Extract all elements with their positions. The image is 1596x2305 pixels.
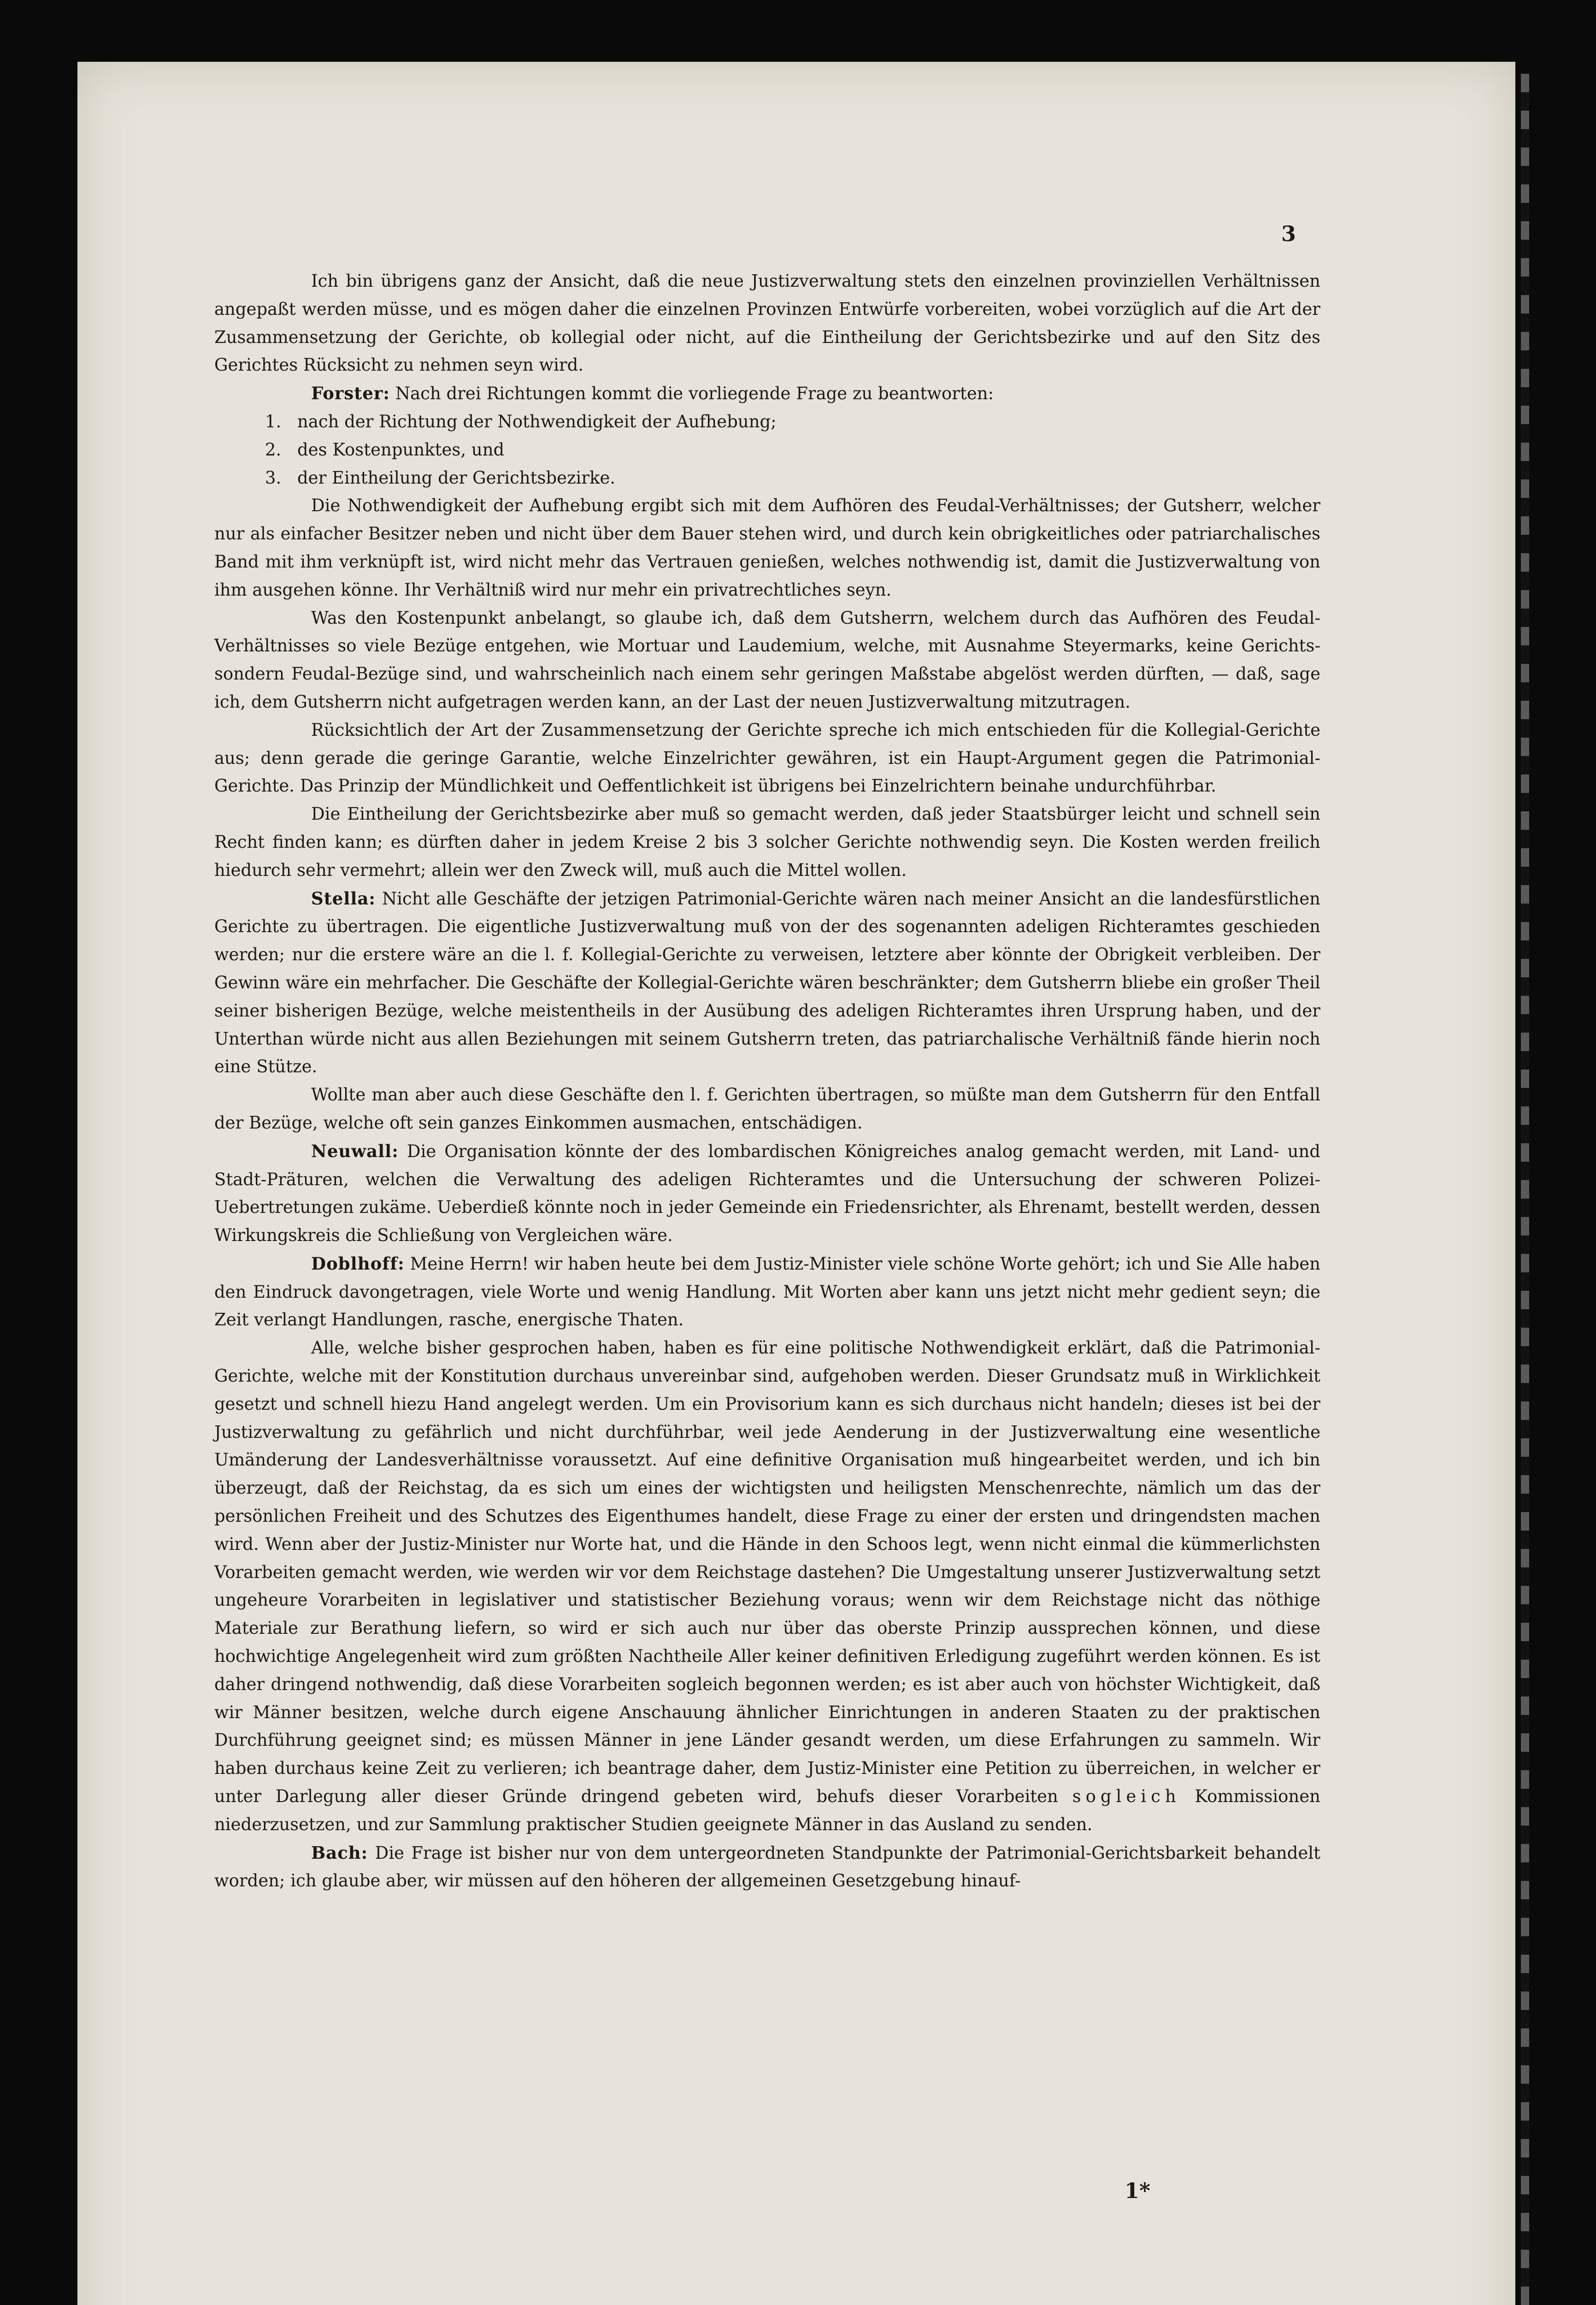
speaker-name: Neuwall: <box>311 1141 399 1161</box>
page-number: 3 <box>1281 221 1296 246</box>
paragraph-stella <box>214 885 1320 1082</box>
list-item-text: des Kostenpunktes, und <box>297 439 505 460</box>
speech-text: Nicht alle Geschäfte der jetzigen Patrimonial-Gerichte wären nach meiner Ansicht an die landesfürstlichen Gerichte zu übertragen. Die eigentliche Justizverwaltung muß von der des sogenannten adeligen Richteramtes geschieden werden; nur die erstere wäre an die l. f. Kollegial-Gerichte zu verweisen, letztere aber könnte der Obrigkeit verbleiben. Der Gewinn wäre ein mehrfacher. Die Geschäfte der Kollegial-Gerichte wären beschränkter; dem Gutsherrn bliebe ein großer Theil seiner bisherigen Bezüge, welche meistentheils in der Ausübung des adeligen Richteramtes ihren Ursprung haben, und der Unterthan würde nicht aus allen Beziehungen mit seinem Gutsherrn treten, das patriarchalische Verhältniß fände hierin noch eine Stütze. <box>214 888 1320 1077</box>
signature-mark: 1* <box>1125 2178 1151 2203</box>
speech-text: Alle, welche bisher gesprochen haben, haben es für eine politische Nothwendigkeit erklärt, daß die Patrimonial-Gerichte, welche mit der Konstitution durchaus unvereinbar sind, aufgehoben werden. Dieser Grundsatz muß in Wirklichkeit gesetzt und schnell hiezu Hand angelegt werden. Um ein Provisorium kann es sich durchaus nicht handeln; dieses ist bei der Justizverwaltung zu gefährlich und nicht durchführbar, weil jede Aenderung in der Justizverwaltung eine wesentliche Umänderung der Landesverhältnisse voraussetzt. Auf eine definitive Organisation muß hingearbeitet werden, und ich bin überzeugt, daß der Reichstag, da es sich um eines der wichtigsten und heiligsten Menschenrechte, nämlich um das der persönlichen Freiheit und des Schutzes des Eigenthumes handelt, diese Frage zu einer der ersten und dringendsten machen wird. Wenn aber der Justiz-Minister nur Worte hat, und die Hände in den Schoos legt, wenn nicht einmal die kümmerlichsten Vorarbeiten gemacht werden, wie werden wir vor dem Reichstage dastehen? Die Umgestaltung unserer Justizverwaltung setzt ungeheure Vorarbeiten in legislativer und statistischer Beziehung voraus; wenn wir dem Reichstage nicht das nöthige Materiale zur Berathung liefern, so wird er sich auch nur über das oberste Prinzip aussprechen können, und diese hochwichtige Angelegenheit wird zum größten Nachtheile Aller keiner definitiven Erledigung zugeführt werden können. Es ist daher dringend nothwendig, daß diese Vorarbeiten sogleich begonnen werden; es ist aber auch von höchster Wichtigkeit, daß wir Männer besitzen, welche durch eigene Anschauung ähnlicher Einrichtungen in anderen Staaten zu der praktischen Durchführung geeignet sind; es müssen Männer in jene Länder gesandt werden, um diese Erfahrungen zu sammeln. Wir haben durchaus keine Zeit zu verlieren; ich beantrage daher, dem Justiz-Minister eine Petition zu überreichen, in welcher er unter Darlegung aller dieser Gründe dringend gebeten wird, behufs dieser Vorarbeiten <box>214 1338 1320 1807</box>
paragraph-petition <box>214 1334 1320 1838</box>
speech-text: Meine Herrn! wir haben heute bei dem Justiz-Minister viele schöne Worte gehört; ich und Sie Alle haben den Eindruck davongetragen, viele Worte und wenig Handlung. Mit Worten aber kann uns jetzt nicht mehr gedient seyn; die Zeit verlangt Handlungen, rasche, energische Thaten. <box>214 1253 1320 1330</box>
speaker-name: Forster: <box>311 383 390 404</box>
list-item <box>214 408 1320 436</box>
paragraph: Wollte man aber auch diese Geschäfte den l. f. Gerichten übertragen, so müßte man dem Gutsherrn für den Entfall der Bezüge, welche oft sein ganzes Einkommen ausmachen, entschädigen. <box>214 1085 1320 1133</box>
color-scale-bar <box>1521 74 1529 2305</box>
paragraph: Die Nothwendigkeit der Aufhebung ergibt sich mit dem Aufhören des Feudal-Verhältnisses; der Gutsherr, welcher nur als einfacher Besitzer neben und nicht über dem Bauer stehen wird, und durch kein obrigkeitliches oder patriarchalisches Band mit ihm verknüpft ist, wird nicht mehr das Vertrauen genießen, welches nothwendig ist, damit die Justizverwaltung von ihm ausgehen könne. Ihr Verhältniß wird nur mehr ein privatrechtliches seyn. <box>214 496 1320 600</box>
paragraph: Die Eintheilung der Gerichtsbezirke aber muß so gemacht werden, daß jeder Staatsbürger leicht und schnell sein Recht finden kann; es dürften daher in jedem Kreise 2 bis 3 solcher Gerichte nothwendig seyn. Die Kosten werden freilich hiedurch sehr vermehrt; allein wer den Zweck will, muß auch die Mittel wollen. <box>214 804 1320 880</box>
paragraph: Was den Kostenpunkt anbelangt, so glaube ich, daß dem Gutsherrn, welchem durch das Aufhören des Feudal-Verhältnisses so viele Bezüge entgehen, wie Mortuar und Laudemium, welche, mit Ausnahme Steyermarks, keine Gerichts- sondern Feudal-Bezüge sind, und wahrscheinlich nach einem sehr geringen Maßstabe abgelöst werden dürften, — daß, sage ich, dem Gutsherrn nicht aufgetragen werden kann, an der Last der neuen Justizverwaltung mitzutragen. <box>214 608 1320 712</box>
document-body <box>214 267 1320 1895</box>
paragraph-intro: Ich bin übrigens ganz der Ansicht, daß die neue Justizverwaltung stets den einzelnen provinziellen Verhältnissen angepaßt werden müsse, und es mögen daher die einzelnen Provinzen Entwürfe vorbereiten, wobei vorzüglich auf die Art der Zusammensetzung der Gerichte, ob kollegial oder nicht, auf die Eintheilung der Gerichtsbezirke und auf den Sitz des Gerichtes Rücksicht zu nehmen seyn wird. <box>214 271 1320 375</box>
list-item-text: der Eintheilung der Gerichtsbezirke. <box>297 467 616 488</box>
list-item-number: 2. <box>265 439 282 460</box>
numbered-list <box>214 408 1320 492</box>
paragraph-doblhoff <box>214 1250 1320 1334</box>
paragraph: Rücksichtlich der Art der Zusammensetzung der Gerichte spreche ich mich entschieden für die Kollegial-Gerichte aus; denn gerade die geringe Garantie, welche Einzelrichter gewähren, ist ein Haupt-Argument gegen die Patrimonial-Gerichte. Das Prinzip der Mündlichkeit und Oeffentlichkeit ist übrigens bei Einzelrichtern beinahe undurchführbar. <box>214 720 1320 796</box>
paragraph-neuwall <box>214 1137 1320 1250</box>
speech-text: Die Organisation könnte der des lombardischen Königreiches analog gemacht werden, mit Land- und Stadt-Präturen, welchen die Verwaltung des adeligen Richteramtes und die Untersuchung der schweren Polizei-Uebertretungen zukäme. Ueberdieß könnte noch in jeder Gemeinde ein Friedensrichter, als Ehrenamt, bestellt werden, dessen Wirkungskreis die Schließung von Vergleichen wäre. <box>214 1141 1320 1246</box>
speaker-name: Doblhoff: <box>311 1253 405 1274</box>
list-item <box>214 464 1320 492</box>
speaker-name: Bach: <box>311 1842 368 1863</box>
paragraph-bach <box>214 1839 1320 1896</box>
speech-text: Kommissionen niederzusetzen, und zur Sammlung praktischer Studien geeignete Männer in das Ausland zu senden. <box>214 1786 1320 1834</box>
list-item-text: nach der Richtung der Nothwendigkeit der Aufhebung; <box>297 411 777 431</box>
list-item-number: 3. <box>265 467 282 488</box>
speech-text: Die Frage ist bisher nur von dem untergeordneten Standpunkte der Patrimonial-Gerichtsbarkeit behandelt worden; ich glaube aber, wir müssen auf den höheren der allgemeinen Gesetzgebung hinauf- <box>214 1843 1320 1891</box>
emphasized-word: sogleich <box>1072 1786 1181 1807</box>
list-item <box>214 436 1320 464</box>
speaker-name: Stella: <box>311 888 376 909</box>
list-item-number: 1. <box>265 411 282 431</box>
paragraph-forster <box>214 379 1320 408</box>
speech-text: Nach drei Richtungen kommt die vorliegende Frage zu beantworten: <box>395 384 994 404</box>
